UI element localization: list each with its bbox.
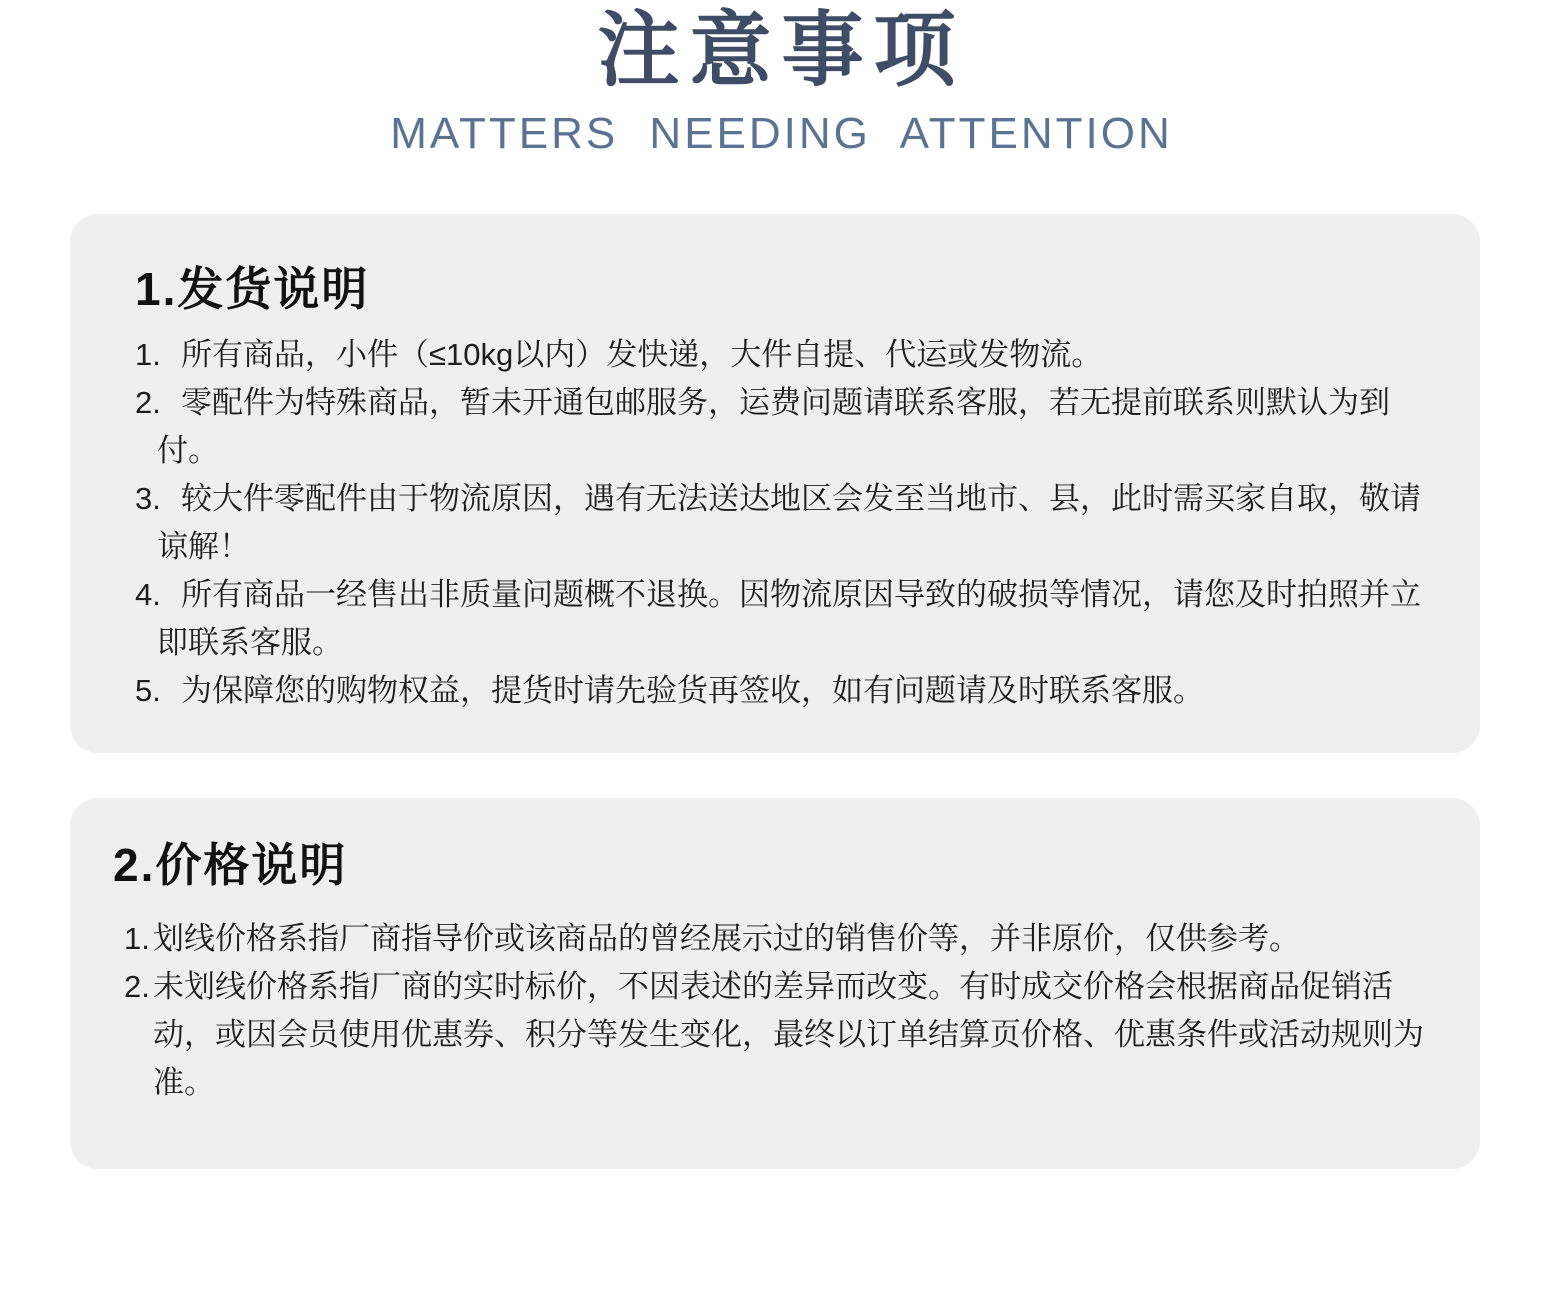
page-title: 注意事项 — [597, 5, 966, 96]
price-notes-card — [70, 798, 1480, 1169]
item-number: 4. — [135, 577, 161, 613]
item-number: 2. — [124, 969, 150, 1005]
shipping-notes-card — [70, 214, 1480, 753]
item-text: 为保障您的购物权益，提货时请先验货再签收，如有问题请及时联系客服。 — [181, 673, 1204, 709]
list-item — [135, 379, 1433, 475]
price-notes-heading: 2.价格说明 — [113, 839, 348, 892]
list-item — [135, 571, 1433, 667]
item-number: 3. — [135, 481, 161, 517]
shipping-notes-heading: 1.发货说明 — [135, 263, 370, 316]
list-item — [135, 667, 1433, 715]
item-text: 零配件为特殊商品，暂未开通包邮服务，运费问题请联系客服，若无提前联系则默认为到付。 — [157, 385, 1390, 469]
item-text: 较大件零配件由于物流原因，遇有无法送达地区会发至当地市、县，此时需买家自取，敬请谅解！ — [157, 481, 1421, 565]
item-number: 5. — [135, 673, 161, 709]
item-text: 所有商品，小件（≤10kg以内）发快递，大件自提、代运或发物流。 — [181, 337, 1103, 373]
item-text: 所有商品一经售出非质量问题概不退换。因物流原因导致的破损等情况，请您及时拍照并立即联系客服。 — [157, 577, 1421, 661]
list-item — [124, 963, 1429, 1107]
item-number: 1. — [135, 337, 161, 373]
page-subtitle: MATTERS NEEDING ATTENTION — [390, 109, 1173, 159]
shipping-notes-list — [135, 331, 1433, 715]
list-item — [124, 915, 1429, 963]
item-text: 划线价格系指厂商指导价或该商品的曾经展示过的销售价等，并非原价，仅供参考。 — [153, 921, 1300, 957]
item-text: 未划线价格系指厂商的实时标价，不因表述的差异而改变。有时成交价格会根据商品促销活动，或因会员使用优惠券、积分等发生变化，最终以订单结算页价格、优惠条件或活动规则为准。 — [153, 969, 1424, 1101]
item-number: 2. — [135, 385, 161, 421]
item-number: 1. — [124, 921, 150, 957]
notice-header — [0, 0, 1563, 158]
list-item — [135, 475, 1433, 571]
list-item — [135, 331, 1433, 379]
price-notes-list — [124, 915, 1429, 1107]
